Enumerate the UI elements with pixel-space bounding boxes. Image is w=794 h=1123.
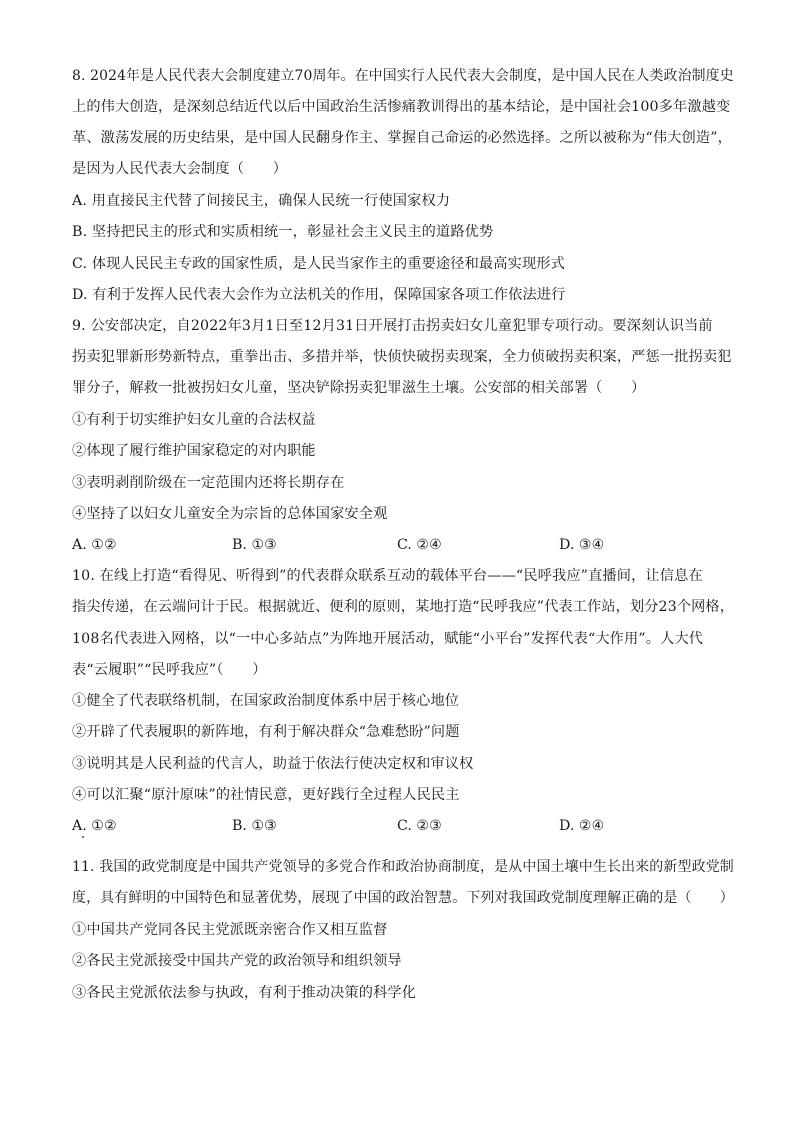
q9-choice-d: D. ③④ — [559, 537, 605, 553]
q10-stem-line-1: 10. 在线上打造“看得见、听得到”的代表群众联系互动的载体平台——“民呼我应”直播间，让信息在 — [72, 568, 703, 584]
q10-statement-1: ①健全了代表联络机制，在国家政治制度体系中居于核心地位 — [72, 693, 460, 709]
q9-stem-line-2: 拐卖犯罪新形势新特点，重拳出击、多措并举，快侦快破拐卖现案，全力侦破拐卖积案，严惩一批拐卖犯 — [72, 349, 732, 365]
q8-stem-line-2: 上的伟大创造，是深刻总结近代以后中国政治生活惨痛教训得出的基本结论，是中国社会100多年激越变 — [72, 99, 731, 115]
q9-statement-2: ②体现了履行维护国家稳定的对内职能 — [72, 443, 316, 459]
q9-choice-c: C. ②④ — [397, 537, 442, 553]
q9-statement-3: ③表明剥削阶级在一定范围内还将长期存在 — [72, 475, 345, 491]
q9-choice-a: A. ①② — [72, 537, 117, 553]
q8-stem-line-4: 是因为人民代表大会制度（ ） — [72, 161, 288, 177]
q10-statement-2: ②开辟了代表履职的新阵地，有利于解决群众“急难愁盼”问题 — [72, 724, 460, 740]
stray-dot-mark — [82, 836, 84, 838]
q10-choice-d: D. ②④ — [559, 818, 605, 834]
q11-statement-1: ①中国共产党同各民主党派既亲密合作又相互监督 — [72, 922, 388, 938]
q8-stem-line-1: 8. 2024年是人民代表大会制度建立70周年。在中国实行人民代表大会制度，是中国人民在人类政治制度史 — [72, 68, 734, 84]
q8-option-d: D. 有利于发挥人民代表大会作为立法机关的作用，保障国家各项工作依法进行 — [72, 287, 566, 303]
q11-stem-line-1: 11. 我国的政党制度是中国共产党领导的多党合作和政治协商制度，是从中国土壤中生长出来的新型政党制 — [72, 859, 734, 875]
q10-choice-b: B. ①③ — [232, 818, 277, 834]
q10-statement-3: ③说明其是人民利益的代言人，助益于依法行使决定权和审议权 — [72, 756, 474, 772]
q8-option-b: B. 坚持把民主的形式和实质相统一，彰显社会主义民主的道路优势 — [72, 224, 494, 240]
q10-stem-line-4: 表“云履职”“民呼我应”（ ） — [72, 662, 267, 678]
q10-choice-c: C. ②③ — [397, 818, 442, 834]
q9-statement-1: ①有利于切实维护妇女儿童的合法权益 — [72, 412, 316, 428]
q11-statement-2: ②各民主党派接受中国共产党的政治领导和组织领导 — [72, 953, 402, 969]
q11-stem-line-2: 度，具有鲜明的中国特色和显著优势，展现了中国的政治智慧。下列对我国政党制度理解正确的是（ ） — [72, 890, 734, 906]
q9-stem-line-1: 9. 公安部决定，自2022年3月1日至12月31日开展打击拐卖妇女儿童犯罪专项行动。要深刻认识当前 — [72, 318, 713, 334]
q10-stem-line-2: 指尖传递，在云端问计于民。根据就近、便利的原则，某地打造“民呼我应”代表工作站，划分23个网格， — [72, 599, 735, 615]
q11-statement-3: ③各民主党派依法参与执政，有利于推动决策的科学化 — [72, 985, 417, 1001]
q10-statement-4: ④可以汇聚“原汁原味”的社情民意，更好践行全过程人民民主 — [72, 787, 460, 803]
q10-choice-a: A. ①② — [72, 818, 117, 834]
q8-option-a: A. 用直接民主代替了间接民主，确保人民统一行使国家权力 — [72, 193, 451, 209]
q10-stem-line-3: 108名代表进入网格，以“一中心多站点”为阵地开展活动，赋能“小平台”发挥代表“大作用”。人大代 — [72, 631, 704, 647]
q9-choice-b: B. ①③ — [232, 537, 277, 553]
q9-stem-line-3: 罪分子，解救一批被拐妇女儿童，坚决铲除拐卖犯罪滋生土壤。公安部的相关部署（ ） — [72, 380, 646, 396]
q8-stem-line-3: 革、激荡发展的历史结果，是中国人民翻身作主、掌握自己命运的必然选择。之所以被称为“伟大创造”， — [72, 130, 732, 146]
q8-option-c: C. 体现人民民主专政的国家性质，是人民当家作主的重要途径和最高实现形式 — [72, 256, 565, 272]
q9-statement-4: ④坚持了以妇女儿童安全为宗旨的总体国家安全观 — [72, 506, 388, 522]
